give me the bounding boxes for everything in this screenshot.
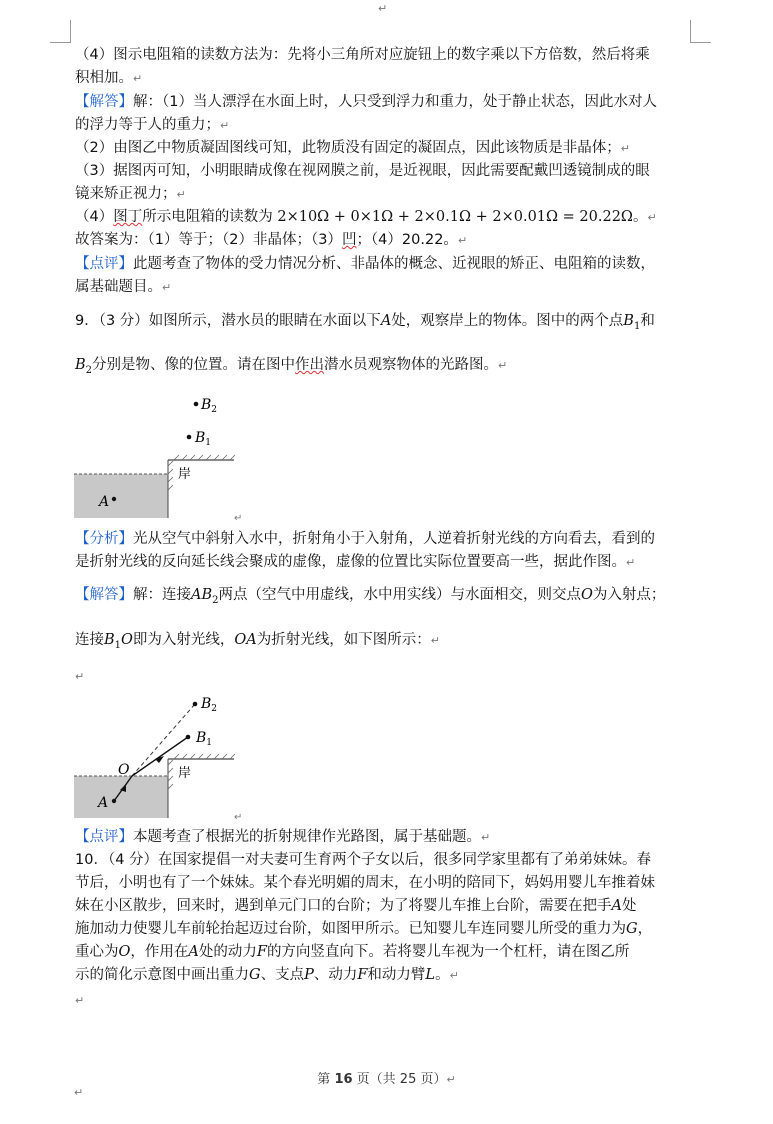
- comment-tag: 【点评】: [75, 256, 133, 272]
- question-10-line: 妹在小区散步，回来时，遇到单元门口的台阶；为了将婴儿车推上台阶，需要在把手A处: [75, 898, 637, 914]
- label-b1: $B_1$: [196, 730, 213, 748]
- question-10-line: 示的简化示意图中画出重力G、支点P、动力F和动力臂L。↵: [75, 967, 459, 983]
- page-corner-mark-top-right: [690, 20, 711, 43]
- text-line: 【解答】解：（1）当人漂浮在水面上时，人只受到浮力和重力，处于静止状态，因此水对人: [75, 94, 657, 110]
- water-region: [74, 474, 168, 518]
- spellcheck-word: 凹: [341, 232, 357, 248]
- spellcheck-word: 图丁: [113, 209, 143, 225]
- paragraph-mark-icon: ↵: [430, 634, 440, 647]
- text-line: 【分析】光从空气中斜射入水中，折射角小于入射角，人逆着折射光线的方向看去，看到的: [75, 531, 655, 547]
- text-line: 镜来矫正视力；↵: [75, 186, 186, 202]
- label-o: O: [118, 762, 130, 778]
- paragraph-mark-icon: ↵: [74, 1086, 84, 1099]
- page-number: 16: [334, 1072, 353, 1087]
- text-line: （2）由图乙中物质凝固图线可知，此物质没有固定的凝固点，因此该物质是非晶体；↵: [75, 140, 630, 156]
- point-b2: [194, 402, 199, 407]
- label-b1: $B_1$: [195, 430, 212, 448]
- text-line: （4）图示电阻箱的读数方法为：先将小三角所对应旋钮上的数字乘以下方倍数，然后将乘: [75, 47, 650, 63]
- paragraph-mark-icon: ↵: [626, 556, 636, 569]
- paragraph-mark-icon: ↵: [481, 831, 491, 844]
- answer-figure: [72, 690, 262, 825]
- question-10-line: 节后，小明也有了一个妹妹。某个春光明媚的周末，在小明的陪同下，妈妈用婴儿车推着妹: [75, 875, 655, 891]
- paragraph-mark-icon: ↵: [449, 969, 459, 982]
- text-line: 积相加。↵: [75, 70, 143, 86]
- question-9-line: 9．（3 分）如图所示，潜水员的眼睛在水面以下A处，观察岸上的物体。图中的两个点$B_1$和: [75, 313, 655, 332]
- point-b1: [187, 435, 192, 440]
- page-footer: 第 16 页（共 25 页）↵: [317, 1072, 456, 1087]
- comment-tag: 【点评】: [75, 829, 133, 845]
- page-total: 25: [399, 1072, 417, 1087]
- formula: 2×10Ω + 0×1Ω + 2×0.1Ω + 2×0.01Ω = 20.22Ω: [277, 209, 633, 225]
- question-9-line: $B_2$分别是物、像的位置。请在图中作出潜水员观察物体的光路图。↵: [75, 357, 508, 376]
- answer-tag: 【解答】: [75, 94, 133, 110]
- point-b2: [193, 702, 198, 707]
- svg-text:↵: ↵: [234, 513, 243, 524]
- paragraph-mark-icon: ↵: [620, 142, 630, 155]
- text-line: 【点评】本题考查了根据光的折射规律作光路图，属于基础题。↵: [75, 829, 491, 845]
- point-a: [112, 799, 116, 803]
- paragraph-mark-icon: ↵: [75, 670, 85, 683]
- text-line: 是折射光线的反向延长线会聚成的虚像，虚像的位置比实际位置要高一些，据此作图。↵: [75, 554, 636, 570]
- paragraph-mark-icon: ↵: [176, 188, 186, 201]
- text-line: 连接$B_1O$即为入射光线，OA为折射光线，如下图所示：↵: [75, 632, 440, 651]
- paragraph-mark-icon: ↵: [220, 119, 230, 132]
- svg-text:↵: ↵: [234, 812, 243, 823]
- text-line: （4）图丁所示电阻箱的读数为 2×10Ω + 0×1Ω + 2×0.1Ω + 2×0.01Ω = 20.22Ω。↵: [75, 209, 657, 225]
- text-line: 的浮力等于人的重力；↵: [75, 117, 230, 133]
- answer-tag: 【解答】: [75, 587, 133, 603]
- paragraph-mark-icon: ↵: [457, 234, 468, 247]
- paragraph-mark-icon: ↵: [647, 211, 657, 224]
- label-b2: $B_2$: [201, 397, 218, 415]
- point-a: [112, 497, 116, 501]
- text-line: 属基础题目。↵: [75, 279, 172, 295]
- water-region: [74, 776, 168, 818]
- paragraph-mark-icon: ↵: [133, 72, 143, 85]
- label-a: A: [99, 494, 110, 510]
- question-10-line: 施加动力使婴儿车前轮抬起迈过台阶，如图甲所示。已知婴儿车连同婴儿所受的重力为G，: [75, 921, 653, 937]
- text-line: 【解答】解：连接$AB_2$两点（空气中用虚线，水中用实线）与水面相交，则交点O为入射点；: [75, 587, 666, 606]
- page-corner-mark-top-left: [50, 20, 71, 43]
- analysis-tag: 【分析】: [75, 531, 133, 547]
- paragraph-mark-icon: ↵: [498, 359, 508, 372]
- paragraph-mark-icon: ↵: [75, 994, 85, 1007]
- label-shore: 岸: [178, 467, 192, 482]
- question-figure: [72, 388, 262, 528]
- spellcheck-word: 作出: [295, 357, 325, 373]
- paragraph-mark-icon: ↵: [162, 281, 172, 294]
- point-b1: [186, 735, 191, 740]
- text-line: 【点评】此题考查了物体的受力情况分析、非晶体的概念、近视眼的矫正、电阻箱的读数，: [75, 256, 655, 272]
- label-b2: $B_2$: [201, 696, 218, 714]
- paragraph-mark-icon: ↵: [378, 2, 388, 15]
- question-10-line: 重心为O，作用在A处的动力F的方向竖直向下。若将婴儿车视为一个杠杆，请在图乙所: [75, 944, 630, 960]
- empty-line: [75, 990, 84, 1011]
- text-line: （3）据图丙可知，小明眼睛成像在视网膜之前，是近视眼，因此需要配戴凹透镜制成的眼: [75, 163, 650, 179]
- empty-line: [75, 666, 84, 687]
- question-10-line: 10．（4 分）在国家提倡一对夫妻可生育两个子女以后，很多同学家里都有了弟弟妹妹。春: [75, 852, 652, 868]
- label-shore: 岸: [178, 766, 192, 781]
- label-a: A: [98, 795, 109, 811]
- text-line: 故答案为：（1）等于；（2）非晶体；（3）凹；（4）20.22。↵: [75, 232, 468, 248]
